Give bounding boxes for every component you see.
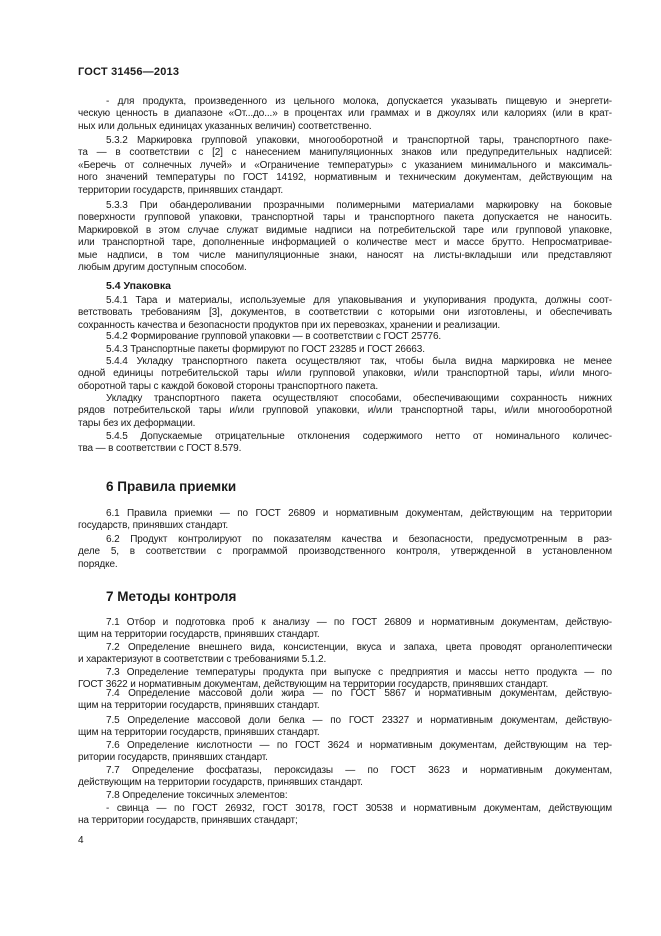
text-line: 6.1 Правила приемки — по ГОСТ 26809 и нормативным документам, действующим на территории [106, 508, 612, 519]
paragraph [78, 534, 612, 571]
text-line: 6.2 Продукт контролируют по показателям качества и безопасности, предусмотренным в раз- [106, 534, 612, 545]
text-line: одной единицы потребительской тары и/или групповой упаковки, и/или транспортной тары, и/или много- [78, 368, 612, 380]
text-line: сохранность качества и безопасности продуктов при их перевозках, хранении и реализации. [78, 319, 501, 331]
text-line: 7.4 Определение массовой доли жира — по ГОСТ 5867 и нормативным документам, действую- [106, 688, 612, 699]
text-line: тва — в соответствии с ГОСТ 8.579. [78, 443, 242, 455]
text-line: действующим на территории государств, принявших стандарт. [78, 777, 363, 789]
paragraph [78, 431, 612, 456]
text-line: тары без их деформации. [78, 417, 196, 429]
text-line: или транспортной таре, дополненные информацией о количестве мест и массе брутто. Непросматривае- [78, 237, 612, 249]
text-line: 5.4.3 Транспортные пакеты формируют по ГОСТ 23285 и ГОСТ 26663. [106, 344, 425, 355]
paragraph [78, 200, 612, 274]
page-number: 4 [78, 835, 84, 846]
paragraph [78, 393, 612, 430]
paragraph [78, 617, 612, 642]
paragraph [78, 356, 612, 393]
text-line: ных или дольных единицах указанных величин) соответственно. [78, 120, 372, 132]
paragraph [78, 135, 612, 197]
text-line: ветствовать требованиям [3], документов, в соответствии с которыми они изготовлены, и обеспечивать [78, 307, 612, 319]
text-line: поверхности групповой упаковки, транспортной тары и транспортного пакета допускается не наносить. [78, 212, 612, 224]
paragraph [78, 790, 612, 802]
section-heading: 6 Правила приемки [106, 479, 237, 494]
paragraph [78, 715, 612, 740]
text-line: Маркировкой в этом случае служат видимые надписи на потребительской таре или групповой упаковке, [78, 224, 612, 236]
text-line: оборотной тары с каждой боковой стороны транспортного пакета. [78, 380, 378, 392]
paragraph [78, 331, 612, 343]
text-line: 7.5 Определение массовой доли белка — по ГОСТ 23327 и нормативным документам, действую- [106, 715, 612, 726]
text-line: щим на территории государств, принявших стандарт. [78, 629, 320, 641]
text-line: щим на территории государств, принявших стандарт. [78, 700, 320, 712]
text-line: государств, принявших стандарт. [78, 520, 229, 532]
paragraph [78, 96, 612, 133]
text-line: ного значений температуры по ГОСТ 14192, нормативным и техническим документам, действующим на [78, 172, 612, 184]
text-line: 7.2 Определение внешнего вида, консистенции, вкуса и запаха, цвета проводят органолептически [106, 642, 612, 653]
text-line: ГОСТ 3622 и нормативным документам, действующим на территории государств, принявших стандарт. [78, 679, 549, 691]
text-line: 5.4.2 Формирование групповой упаковки — в соответствии с ГОСТ 25776. [106, 331, 442, 342]
paragraph [78, 803, 612, 828]
subsection-heading: 5.4 Упаковка [106, 280, 171, 292]
text-line: 5.3.3 При обандероливании прозрачными полимерными материалами маркировку на боковые [106, 200, 612, 211]
text-line: Укладку транспортного пакета осуществляют способами, обеспечивающими сохранность нижних [106, 393, 612, 404]
text-line: щим на территории государств, принявших стандарт. [78, 727, 320, 739]
text-line: порядке. [78, 558, 118, 570]
paragraph [78, 765, 612, 790]
text-line: - свинца — по ГОСТ 26932, ГОСТ 30178, ГОСТ 30538 и нормативным документам, действующим [106, 803, 612, 814]
text-line: мые надписи, в том числе манипуляционные знаки, наносят на листы-вкладыши или представляют [78, 249, 612, 261]
text-line: ческую ценность в диапазоне «От...до...» в процентах или граммах и в джоулях или калориях (или в крат- [78, 108, 612, 120]
text-line: территории государств, принявших стандарт. [78, 184, 284, 196]
text-line: рядов потребительской тары и/или групповой упаковки, и/или транспортной тары, и/или многооборотной [78, 405, 612, 417]
section-heading: 7 Методы контроля [106, 589, 237, 604]
paragraph [78, 344, 612, 356]
text-line: 7.3 Определение температуры продукта при выпуске с предприятия и массы нетто продукта — по [106, 667, 612, 678]
text-line: 5.4.5 Допускаемые отрицательные отклонения содержимого нетто от номинального количес- [106, 431, 612, 442]
document-header: ГОСТ 31456—2013 [78, 66, 180, 78]
text-line: 7.7 Определение фосфатазы, пероксидазы — по ГОСТ 3623 и нормативным документам, [106, 765, 612, 776]
text-line: и характеризуют в соответствии с требованиями 5.1.2. [78, 654, 327, 666]
paragraph [78, 642, 612, 667]
paragraph [78, 508, 612, 533]
text-line: 7.6 Определение кислотности — по ГОСТ 3624 и нормативным документам, действующим на тер- [106, 740, 612, 751]
paragraph [78, 740, 612, 765]
text-line: 5.4.1 Тара и материалы, используемые для упаковывания и укупоривания продукта, должны соот- [106, 295, 612, 306]
paragraph [78, 295, 612, 332]
text-line: - для продукта, произведенного из цельного молока, допускается указывать пищевую и энергети- [106, 96, 612, 107]
text-line: «Беречь от солнечных лучей» и «Ограничение температуры» с указанием минимального и максималь- [78, 159, 612, 171]
text-line: та — в соответствии с [2] с нанесением манипуляционных знаков или предупредительных надписей: [78, 147, 612, 159]
text-line: 5.3.2 Маркировка групповой упаковки, многооборотной и транспортной тары, транспортного паке- [106, 135, 612, 146]
text-line: 7.1 Отбор и подготовка проб к анализу — по ГОСТ 26809 и нормативным документам, действую- [106, 617, 612, 628]
text-line: деле 5, в соответствии с программой производственного контроля, утвержденной в установленном [78, 546, 612, 558]
text-line: ритории государств, принявших стандарт. [78, 752, 268, 764]
text-line: на территории государств, принявших стандарт; [78, 815, 298, 827]
text-line: любым другим доступным способом. [78, 262, 247, 274]
text-line: 7.8 Определение токсичных элементов: [106, 790, 288, 801]
text-line: 5.4.4 Укладку транспортного пакета осуществляют так, чтобы была видна маркировка не менее [106, 356, 612, 367]
paragraph [78, 688, 612, 713]
